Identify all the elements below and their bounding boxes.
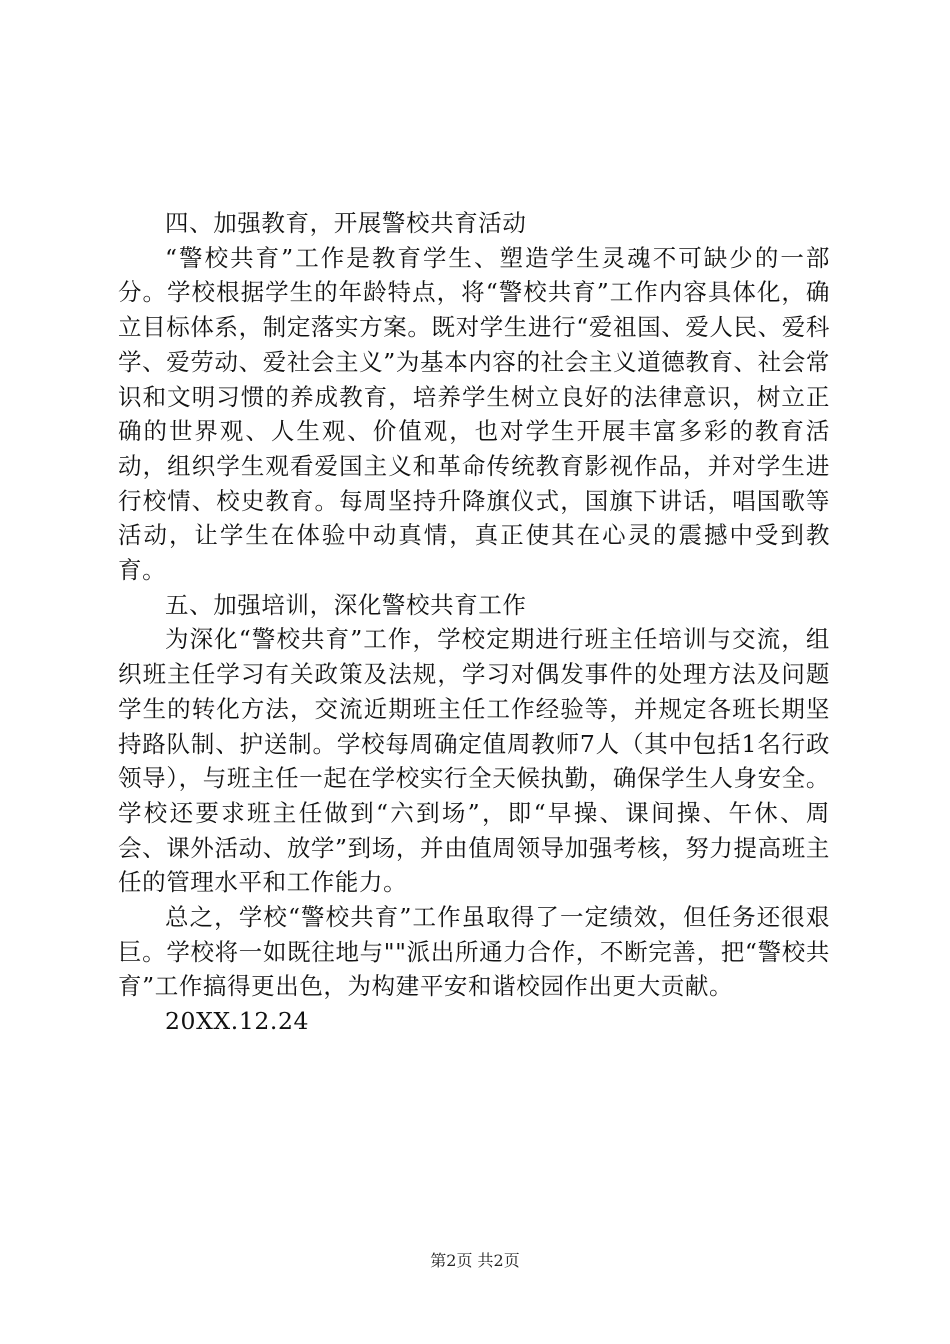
section-heading-4: 四、加强教育，开展警校共育活动 xyxy=(165,209,527,237)
section-paragraph-5: 为深化“警校共育”工作，学校定期进行班主任培训与交流，组织班主任学习有关政策及法规，学习对偶发事件的处理方法及问题学生的转化方法，交流近期班主任工作经验等，并规定各班长期坚持路队制、护送制。学校每周确定值周教师7人（其中包括1名行政领导），与班主任一起在学校实行全天候执勤，确保学生人身安全。学校还要求班主任做到“六到场”，即“早操、课间操、午休、周会、课外活动、放学”到场，并由值周领导加强考核，努力提高班主任的管理水平和工作能力。 xyxy=(118,625,830,897)
conclusion-paragraph: 总之，学校“警校共育”工作虽取得了一定绩效，但任务还很艰巨。学校将一如既往地与""派出所通力合作，不断完善，把“警校共育”工作搞得更出色，为构建平安和谐校园作出更大贡献。 xyxy=(118,903,830,1001)
document-body xyxy=(118,206,830,1039)
page-number-label: 第2页 共2页 xyxy=(430,1251,520,1270)
page-footer xyxy=(0,1248,950,1271)
section-paragraph-4: “警校共育”工作是教育学生、塑造学生灵魂不可缺少的一部分。学校根据学生的年龄特点，将“警校共育”工作内容具体化，确立目标体系，制定落实方案。既对学生进行“爱祖国、爱人民、爱科学、爱劳动、爱社会主义”为基本内容的社会主义道德教育、社会常识和文明习惯的养成教育，培养学生树立良好的法律意识，树立正确的世界观、人生观、价值观，也对学生开展丰富多彩的教育活动，组织学生观看爱国主义和革命传统教育影视作品，并对学生进行校情、校史教育。每周坚持升降旗仪式，国旗下讲话，唱国歌等活动，让学生在体验中动真情，真正使其在心灵的震撼中受到教育。 xyxy=(118,243,830,585)
section-heading-5: 五、加强培训，深化警校共育工作 xyxy=(165,590,527,619)
document-date: 20XX.12.24 xyxy=(165,1007,310,1036)
